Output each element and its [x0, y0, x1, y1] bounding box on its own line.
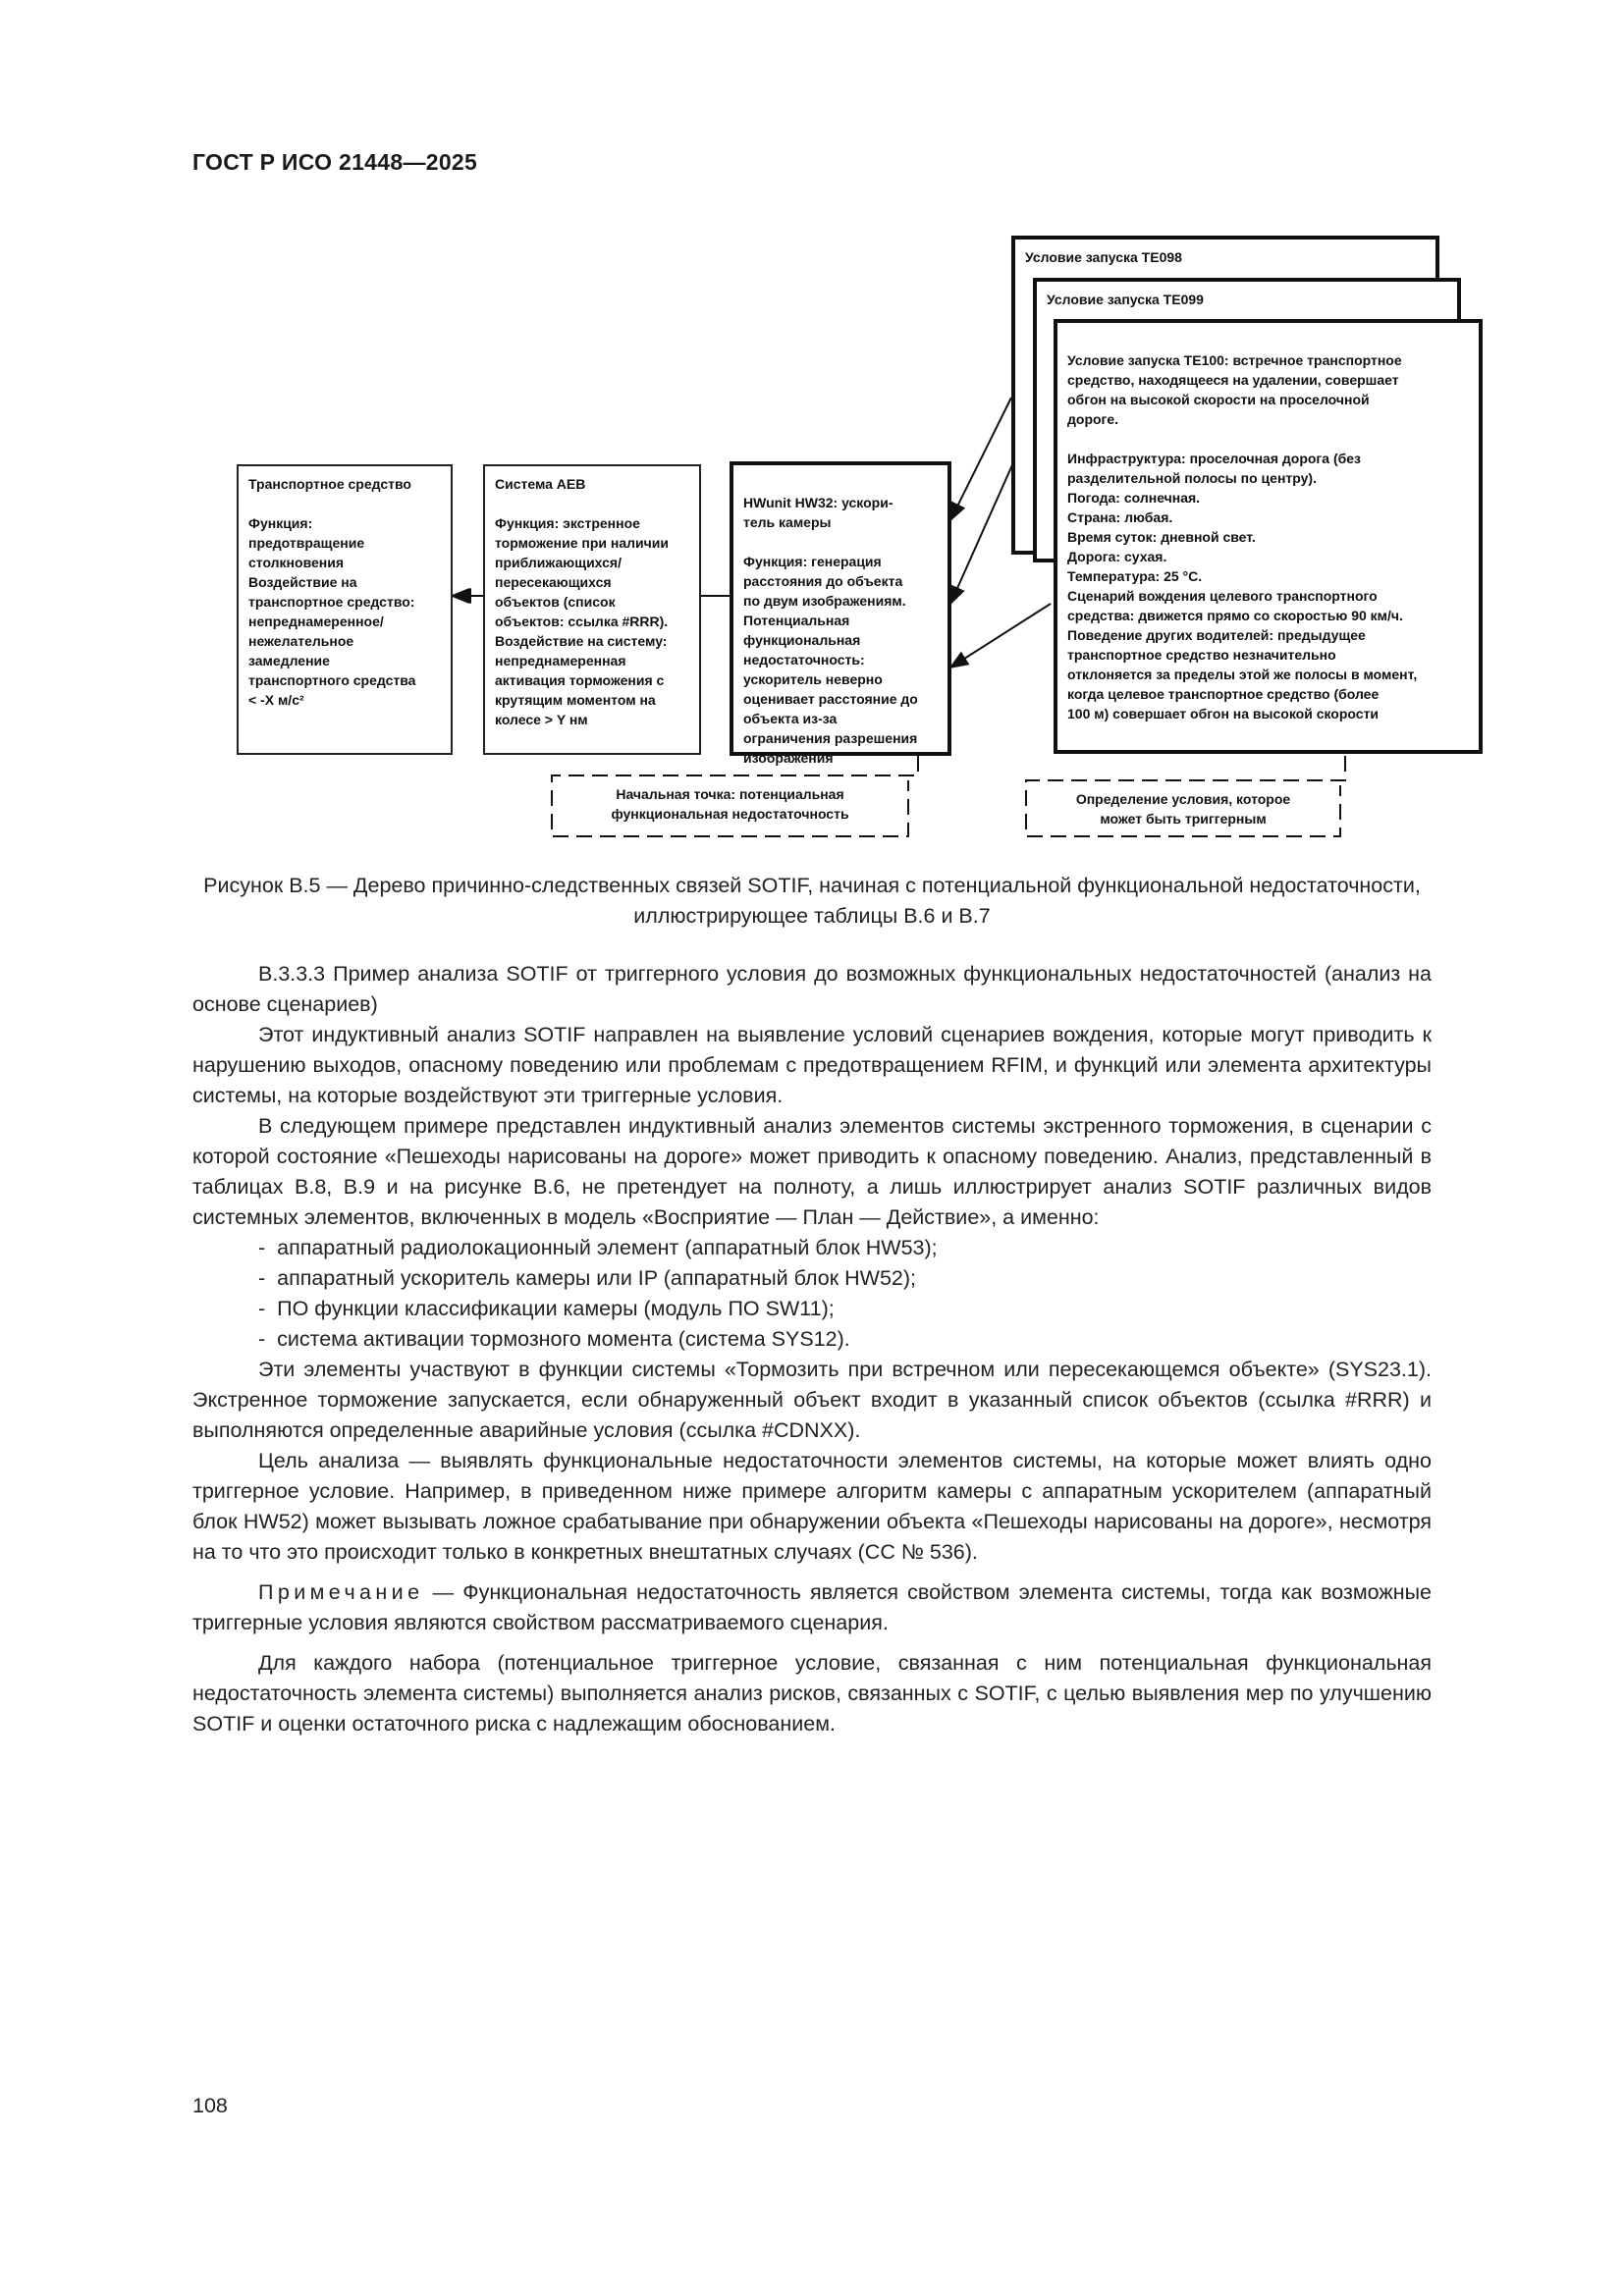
vehicle-box — [237, 464, 453, 755]
start-point-label: Начальная точка: потенциальная функциональная недостаточность — [611, 786, 849, 822]
trigger-te098-title: Условие запуска ТЕ098 — [1025, 249, 1182, 265]
paragraph: Этот индуктивный анализ SOTIF направлен на выявление условий сценариев вождения, которые могут приводить к нарушению выходов, опасному поведению или проблемам с предотвращением RFIM, и функций или элемента архитектуры системы, на которые воздействуют эти триггерные условия. — [192, 1023, 1432, 1107]
section-heading-paragraph: В.3.3.3 Пример анализа SOTIF от триггерного условия до возможных функциональных недостаточностей (анализ на основе сценариев) — [192, 962, 1432, 1016]
element-list — [192, 1233, 1432, 1355]
trigger-te100-body: Инфраструктура: проселочная дорога (без разделительной полосы по центру). Погода: солнечная. Страна: любая. Время суток: дневной свет. Дорога: сухая. Температура: 25 °C. Сценарий вождения целевого транспортного средства: движется прямо со скоростью 90 км/ч. Поведение других водителей: предыдущее транспортное средство незначительно отклоняется за пределы этой же полосы в момент, когда целевое транспортное средство (более 100 м) совершает обгон на высокой скорости — [1067, 451, 1418, 721]
figure-caption: Рисунок В.5 — Дерево причинно-следственных связей SOTIF, начиная с потенциальной функциональной недостаточности, иллюстрирующее таблицы В.6 и В.7 — [203, 874, 1421, 928]
arrow-te100 — [950, 604, 1051, 667]
list-item: - аппаратный радиолокационный элемент (аппаратный блок HW53); — [192, 1233, 1432, 1263]
paragraph: В следующем примере представлен индуктивный анализ элементов системы экстренного торможения, в сценарии с которой состояние «Пешеходы нарисованы на дороге» может приводить к опасному поведению. Анализ, представленный в таблицах В.8, В.9 и на рисунке В.6, не претендует на полноту, а лишь иллюстрирует анализ SOTIF различных видов системных элементов, включенных в модель «Восприятие — План — Действие», а именно: — [192, 1114, 1432, 1229]
paragraph: Цель анализа — выявлять функциональные недостаточности элементов системы, на которые может влиять одно триггерное условие. Например, в приведенном ниже примере алгоритм камеры с аппаратным ускорителем (аппаратный блок HW52) может вызывать ложное срабатывание при обнаружении объекта «Пешеходы нарисованы на дороге», несмотря на то что это происходит только в конкретных внештатных случаях (СС № 536). — [192, 1449, 1432, 1564]
trigger-definition-label: Определение условия, которое может быть триггерным — [1075, 791, 1291, 827]
arrow-te098 — [950, 398, 1011, 520]
page-number: 108 — [192, 2094, 228, 2117]
aeb-box-title: Система AEB — [495, 476, 586, 492]
vehicle-box-title: Транспортное средство — [248, 476, 411, 492]
list-item: - ПО функции классификации камеры (модуль ПО SW11); — [192, 1294, 1432, 1324]
aeb-box-body: Функция: экстренное торможение при наличии приближающихся/ пересекающихся объектов (список объектов: ссылка #RRR). Воздействие на систему: непреднамеренная активация торможения с крутящим моментом на колесе > Y нм — [495, 515, 669, 727]
paragraph: Эти элементы участвуют в функции системы «Тормозить при встречном или пересекающемся объекте» (SYS23.1). Экстренное торможение запускается, если обнаруженный объект входит в указанный список объектов (ссылка #RRR) и выполняются определенные аварийные условия (ссылка #CDNXX). — [192, 1358, 1432, 1442]
body-text — [192, 959, 1432, 1739]
trigger-te100-box — [1054, 319, 1483, 754]
list-item: - аппаратный ускоритель камеры или IP (аппаратный блок HW52); — [192, 1263, 1432, 1294]
note-text: — Функциональная недостаточность является свойством элемента системы, тогда как возможные триггерные условия являются свойством рассматриваемого сценария. — [192, 1580, 1432, 1634]
note-label: Примечание — [258, 1580, 424, 1604]
note-paragraph — [192, 1577, 1432, 1638]
hw-unit-box — [730, 461, 951, 766]
aeb-box — [483, 464, 701, 755]
paragraph: Для каждого набора (потенциальное триггерное условие, связанная с ним потенциальная функциональная недостаточность элемента системы) выполняется анализ рисков, связанных с SOTIF, с целью выявления мер по улучшению SOTIF и оценки остаточного риска с надлежащим обоснованием. — [192, 1651, 1432, 1735]
vehicle-box-body: Функция: предотвращение столкновения Воздействие на транспортное средство: непреднамеренное/ нежелательное замедление транспортного средства < -X м/с² — [248, 515, 416, 708]
hw-unit-box-title: HWunit HW32: ускори- тель камеры — [743, 495, 893, 530]
document-header: ГОСТ Р ИСО 21448—2025 — [192, 149, 478, 175]
hw-unit-box-body: Функция: генерация расстояния до объекта по двум изображениям. Потенциальная функциональная недостаточность: ускоритель неверно оценивает расстояние до объекта из-за ограничения разрешения изображения — [743, 554, 918, 766]
trigger-te099-title: Условие запуска ТЕ099 — [1047, 292, 1204, 307]
trigger-te100-title: Условие запуска ТЕ100: встречное транспортное средство, находящееся на удалении, совершает обгон на высокой скорости на проселочной дороге. — [1067, 352, 1402, 427]
list-item: - система активации тормозного момента (система SYS12). — [192, 1324, 1432, 1355]
